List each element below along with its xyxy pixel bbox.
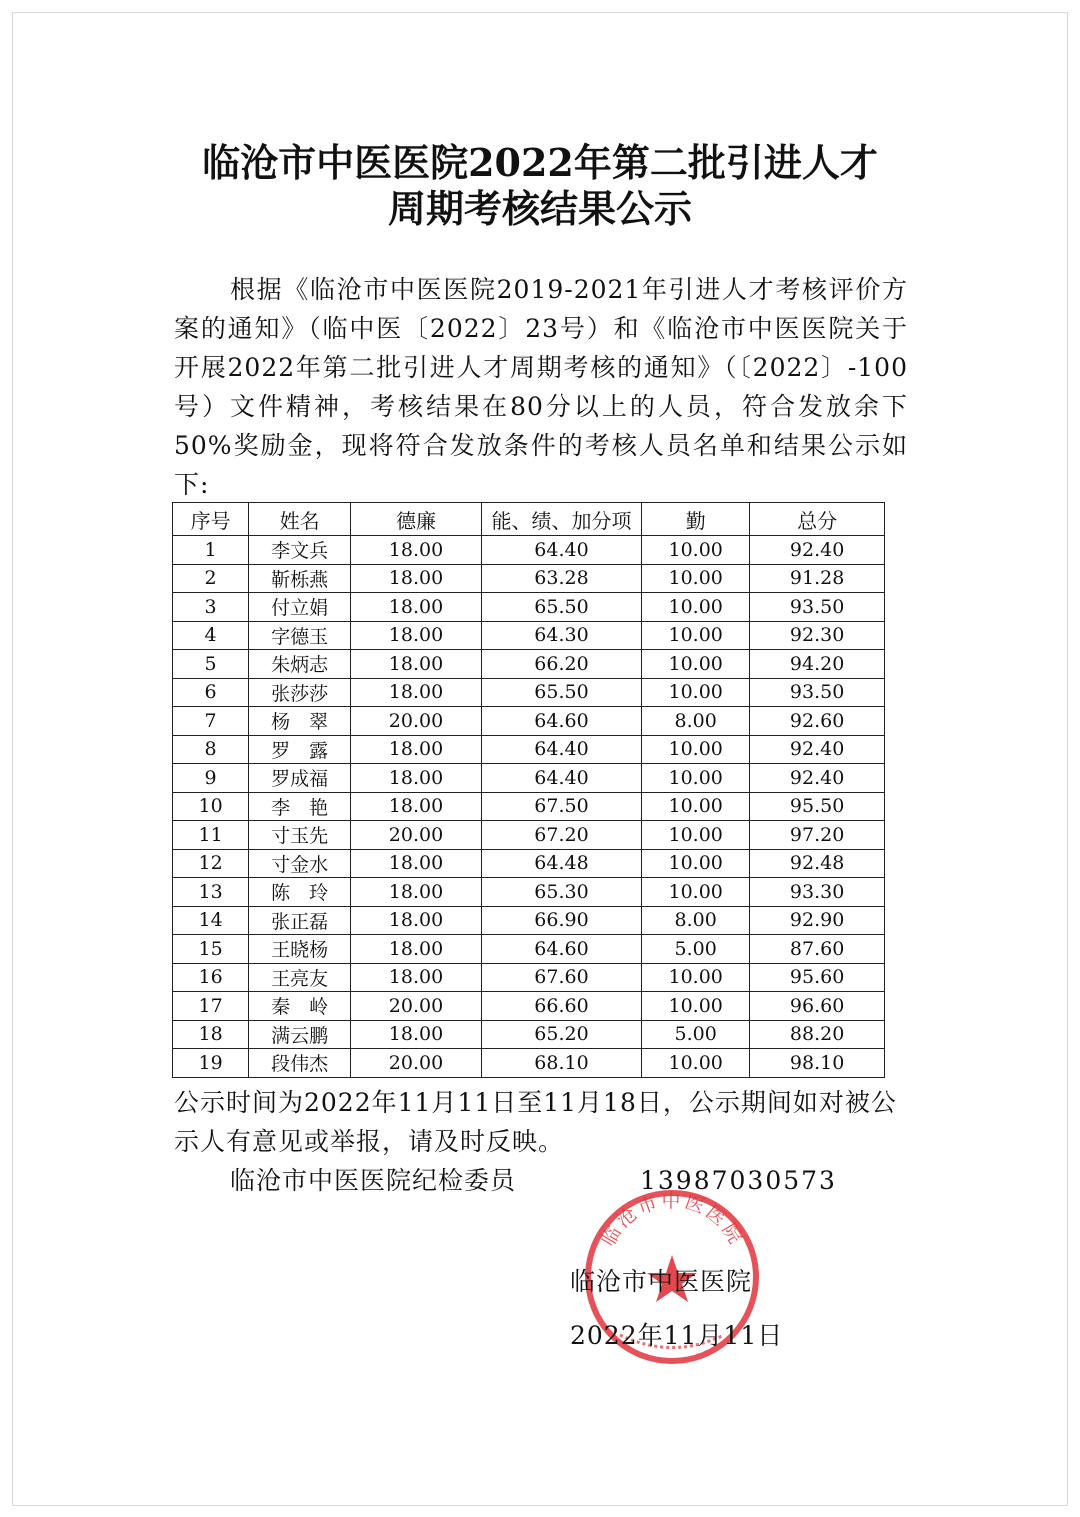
table-cell: 9	[173, 764, 249, 793]
table-cell: 20.00	[351, 1049, 482, 1078]
table-cell: 10.00	[642, 621, 750, 650]
table-cell: 64.30	[481, 621, 641, 650]
table-row	[173, 906, 885, 935]
table-cell: 66.60	[481, 992, 641, 1021]
table-cell: 李 艳	[249, 792, 351, 821]
table-cell: 4	[173, 621, 249, 650]
table-row	[173, 536, 885, 565]
table-cell: 14	[173, 906, 249, 935]
contact-label: 临沧市中医医院纪检委员	[230, 1166, 517, 1195]
table-cell: 张正磊	[249, 906, 351, 935]
table-cell: 10.00	[642, 536, 750, 565]
table-row	[173, 792, 885, 821]
table-cell: 17	[173, 992, 249, 1021]
table-row	[173, 735, 885, 764]
table-row	[173, 1049, 885, 1078]
table-cell: 96.60	[750, 992, 885, 1021]
column-header: 总分	[750, 503, 885, 536]
table-cell: 16	[173, 963, 249, 992]
table-cell: 93.50	[750, 678, 885, 707]
column-header: 姓名	[249, 503, 351, 536]
table-cell: 10.00	[642, 735, 750, 764]
column-header: 序号	[173, 503, 249, 536]
table-cell: 18.00	[351, 621, 482, 650]
table-cell: 10.00	[642, 878, 750, 907]
table-cell: 92.48	[750, 849, 885, 878]
table-cell: 李文兵	[249, 536, 351, 565]
table-cell: 65.50	[481, 593, 641, 622]
column-header: 德廉	[351, 503, 482, 536]
table-cell: 18.00	[351, 878, 482, 907]
table-cell: 65.30	[481, 878, 641, 907]
table-cell: 87.60	[750, 935, 885, 964]
svg-text:临沧市中医医院	[597, 1190, 747, 1250]
table-cell: 靳栎燕	[249, 564, 351, 593]
table-cell: 10	[173, 792, 249, 821]
table-row	[173, 764, 885, 793]
table-cell: 88.20	[750, 1020, 885, 1049]
table-cell: 1	[173, 536, 249, 565]
table-row	[173, 849, 885, 878]
table-cell: 67.20	[481, 821, 641, 850]
table-cell: 15	[173, 935, 249, 964]
table-cell: 92.60	[750, 707, 885, 736]
table-cell: 8.00	[642, 906, 750, 935]
table-row	[173, 650, 885, 679]
table-cell: 10.00	[642, 849, 750, 878]
footer-date: 2022年11月11日	[570, 1321, 784, 1350]
table-cell: 10.00	[642, 650, 750, 679]
table-cell: 13	[173, 878, 249, 907]
table-cell: 18.00	[351, 935, 482, 964]
table-cell: 朱炳志	[249, 650, 351, 679]
table-cell: 王亮友	[249, 963, 351, 992]
table-cell: 64.40	[481, 764, 641, 793]
table-cell: 64.48	[481, 849, 641, 878]
table-row	[173, 878, 885, 907]
title-line-2: 周期考核结果公示	[387, 186, 692, 231]
table-cell: 10.00	[642, 992, 750, 1021]
table-cell: 10.00	[642, 821, 750, 850]
table-cell: 3	[173, 593, 249, 622]
table-cell: 罗 露	[249, 735, 351, 764]
table-row	[173, 621, 885, 650]
table-cell: 64.40	[481, 536, 641, 565]
table-cell: 段伟杰	[249, 1049, 351, 1078]
table-cell: 92.40	[750, 764, 885, 793]
table-cell: 95.60	[750, 963, 885, 992]
table-cell: 王晓杨	[249, 935, 351, 964]
table-cell: 5.00	[642, 935, 750, 964]
table-cell: 秦 岭	[249, 992, 351, 1021]
table-cell: 10.00	[642, 678, 750, 707]
contact-phone: 13987030573	[640, 1166, 837, 1195]
table-cell: 95.50	[750, 792, 885, 821]
table-cell: 94.20	[750, 650, 885, 679]
column-header: 能、绩、加分项	[481, 503, 641, 536]
table-cell: 18.00	[351, 963, 482, 992]
table-cell: 93.50	[750, 593, 885, 622]
table-cell: 2	[173, 564, 249, 593]
table-cell: 20.00	[351, 821, 482, 850]
table-cell: 寸玉先	[249, 821, 351, 850]
table-header-row	[173, 503, 885, 536]
seal-text: 临沧市中医医院	[597, 1189, 748, 1251]
table-cell: 18.00	[351, 764, 482, 793]
table-cell: 18.00	[351, 536, 482, 565]
table-cell: 罗成福	[249, 764, 351, 793]
results-table	[172, 502, 885, 1078]
table-cell: 92.40	[750, 735, 885, 764]
table-cell: 18.00	[351, 1020, 482, 1049]
table-cell: 93.30	[750, 878, 885, 907]
table-cell: 寸金水	[249, 849, 351, 878]
column-header: 勤	[642, 503, 750, 536]
table-cell: 10.00	[642, 564, 750, 593]
table-cell: 5	[173, 650, 249, 679]
table-row	[173, 564, 885, 593]
table-cell: 67.60	[481, 963, 641, 992]
table-cell: 92.40	[750, 536, 885, 565]
table-cell: 18.00	[351, 906, 482, 935]
table-cell: 20.00	[351, 707, 482, 736]
table-cell: 陈 玲	[249, 878, 351, 907]
table-cell: 66.90	[481, 906, 641, 935]
table-cell: 20.00	[351, 992, 482, 1021]
table-cell: 10.00	[642, 764, 750, 793]
table-cell: 付立娟	[249, 593, 351, 622]
table-row	[173, 992, 885, 1021]
table-row	[173, 678, 885, 707]
table-cell: 6	[173, 678, 249, 707]
table-cell: 8.00	[642, 707, 750, 736]
table-row	[173, 707, 885, 736]
table-cell: 18.00	[351, 792, 482, 821]
table-cell: 18	[173, 1020, 249, 1049]
notice-paragraph: 公示时间为2022年11月11日至11月18日，公示期间如对被公示人有意见或举报，请及时反映。	[174, 1088, 897, 1156]
table-cell: 64.40	[481, 735, 641, 764]
table-cell: 5.00	[642, 1020, 750, 1049]
table-row	[173, 963, 885, 992]
table-cell: 97.20	[750, 821, 885, 850]
title-line-1: 临沧市中医医院2022年第二批引进人才	[202, 140, 878, 185]
table-cell: 18.00	[351, 564, 482, 593]
table-cell: 字德玉	[249, 621, 351, 650]
document-title	[0, 140, 1080, 232]
table-cell: 12	[173, 849, 249, 878]
table-cell: 67.50	[481, 792, 641, 821]
table-cell: 64.60	[481, 707, 641, 736]
table-row	[173, 593, 885, 622]
table-row	[173, 935, 885, 964]
table-cell: 杨 翠	[249, 707, 351, 736]
table-cell: 66.20	[481, 650, 641, 679]
table-cell: 11	[173, 821, 249, 850]
table-cell: 10.00	[642, 963, 750, 992]
table-cell: 91.28	[750, 564, 885, 593]
table-cell: 10.00	[642, 1049, 750, 1078]
table-cell: 8	[173, 735, 249, 764]
table-cell: 10.00	[642, 792, 750, 821]
table-row	[173, 821, 885, 850]
table-cell: 65.50	[481, 678, 641, 707]
table-cell: 63.28	[481, 564, 641, 593]
table-cell: 68.10	[481, 1049, 641, 1078]
table-cell: 19	[173, 1049, 249, 1078]
table-cell: 18.00	[351, 678, 482, 707]
footer-organization: 临沧市中医医院	[570, 1267, 753, 1296]
table-cell: 满云鹏	[249, 1020, 351, 1049]
table-cell: 18.00	[351, 735, 482, 764]
table-cell: 7	[173, 707, 249, 736]
table-cell: 64.60	[481, 935, 641, 964]
table-cell: 98.10	[750, 1049, 885, 1078]
table-cell: 18.00	[351, 650, 482, 679]
table-cell: 18.00	[351, 849, 482, 878]
table-cell: 65.20	[481, 1020, 641, 1049]
table-cell: 92.30	[750, 621, 885, 650]
table-cell: 10.00	[642, 593, 750, 622]
table-row	[173, 1020, 885, 1049]
intro-paragraph: 根据《临沧市中医医院2019-2021年引进人才考核评价方案的通知》（临中医〔2022〕23号）和《临沧市中医医院关于开展2022年第二批引进人才周期考核的通知》（〔2022〕-100号）文件精神，考核结果在80分以上的人员，符合发放余下50%奖励金，现将符合发放条件的考核人员名单和结果公示如下:	[174, 275, 908, 499]
table-cell: 92.90	[750, 906, 885, 935]
table-cell: 张莎莎	[249, 678, 351, 707]
table-cell: 18.00	[351, 593, 482, 622]
